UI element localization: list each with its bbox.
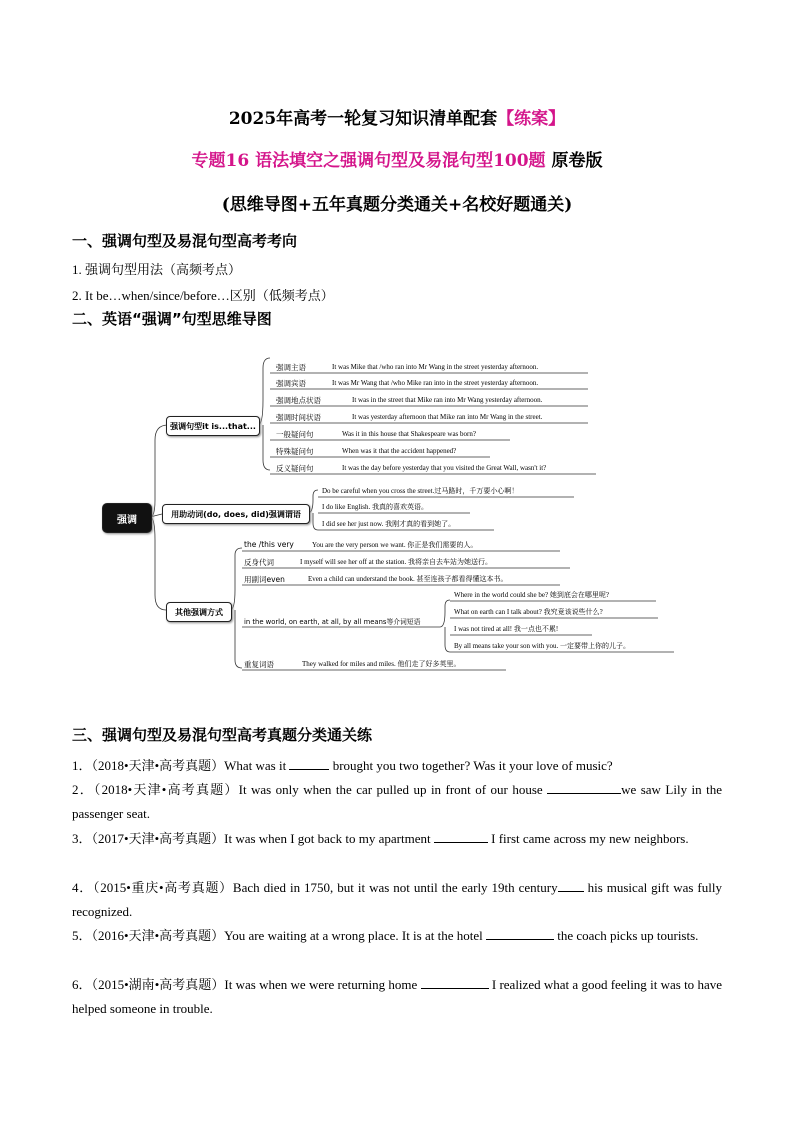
b2-example-1: Do be careful when you cross the street.过马路时，千万要小心啊！ [322,487,519,495]
b2-example-3: I did see her just now. 我刚才真的看到她了。 [322,520,456,528]
b3-item-label-4: 重复词语 [244,660,274,669]
question-text: It was when I got back to my apartment [224,831,434,846]
b3-item-example-4: They walked for miles and miles. 他们走了好多英里。 [302,660,461,668]
question-source: （2018•天津•高考真题） [93,782,239,797]
b3-item-example-2: I myself will see her off at the station. 我将亲自去车站为她送行。 [300,558,492,566]
question-text: What was it [224,758,290,773]
b1-leaf-label-2: 强调宾语 [276,379,306,388]
question-number: 2． [72,782,94,797]
b1-leaf-label-3: 强调地点状语 [276,396,321,405]
question-text: It was only when the car pulled up in front of our house [238,782,548,797]
doc-subtitle2: (思维导图+五年真题分类通关+名校好题通关) [221,195,573,215]
question-text: You are waiting at a wrong place. It is at the hotel [224,928,486,943]
question-2 [72,778,722,826]
b3-phrase-2: What on earth can I talk about? 我究竟该说些什么? [454,608,603,616]
b1-leaf-label-6: 特殊疑问句 [276,447,314,456]
b3-phrase-1: Where in the world could she be? 她到底会在哪里呢? [454,591,609,599]
question-text: It was when we were returning home [224,977,421,992]
b1-leaf-label-1: 强调主语 [276,363,306,372]
connector-root-b3 [150,517,166,610]
section3-heading: 三、强调句型及易混句型高考真题分类通关练 [72,726,373,744]
question-1 [72,754,722,778]
question-text: I first came across my new neighbors. [487,831,689,846]
answer-blank[interactable] [421,976,489,989]
question-source: （2016•天津•高考真题） [91,928,225,943]
answer-blank[interactable] [289,757,329,770]
b1-leaf-label-4: 强调时间状语 [276,413,321,422]
b1-leaf-example-1: It was Mike that /who ran into Mr Wang in the street yesterday afternoon. [332,363,539,371]
b1-leaf-example-2: It was Mr Wang that /who Mike ran into in the street yesterday afternoon. [332,379,539,387]
branch2-box: 用助动词(do, does, did)强调谓语 [162,504,310,524]
question-number: 3． [72,831,92,846]
question-source: （2015•重庆•高考真题） [92,880,233,895]
section1-item-2: 2. It be…when/since/before…区别（低频考点） [72,288,334,303]
question-source: （2017•天津•高考真题） [91,831,225,846]
b1-leaf-example-4: It was yesterday afternoon that Mike ran into Mr Wang in the street. [352,413,543,421]
b1-leaf-label-7: 反义疑问句 [276,464,314,473]
b1-leaf-label-5: 一般疑问句 [276,430,314,439]
question-3 [72,827,722,851]
b3-phrases-label: in the world, on earth, at all, by all means等介词短语 [244,618,421,626]
question-number: 6． [72,977,92,992]
question-6 [72,973,722,1021]
connector-b1-leaves [258,358,270,470]
question-text: his musical gift was fully recognized. [72,880,722,919]
question-text: brought you two together? Was it your love of music? [329,758,613,773]
answer-blank[interactable] [434,830,488,843]
b2-example-2: I do like English. 我真的喜欢英语。 [322,503,428,511]
question-4 [72,876,722,924]
question-text: Bach died in 1750, but it was not until the early 19th century [232,880,558,895]
question-number: 5． [72,928,92,943]
question-source: （2015•湖南•高考真题） [91,977,225,992]
doc-title-tag: 【练案】 [497,109,566,129]
section1-heading: 一、强调句型及易混句型高考考向 [72,232,298,250]
b3-phrase-3: I was not tired at all! 我一点也不累! [454,625,559,633]
mind-map-root: 强调 [102,503,152,533]
section1-item-1: 1. 强调句型用法（高频考点） [72,262,242,277]
question-text: I realized what a good feeling it was to have helped someone in trouble. [72,977,722,1016]
question-number: 1． [72,758,92,773]
b3-item-label-3: 用副词even [244,575,285,584]
question-5 [72,924,722,948]
connector-phrases [440,600,450,652]
b3-phrase-4: By all means take your son with you. 一定要带上你的儿子。 [454,642,630,650]
question-number: 4． [72,880,93,895]
b3-item-label-2: 反身代词 [244,558,274,567]
b1-leaf-example-5: Was it in this house that Shakespeare was born? [342,430,476,438]
question-source: （2018•天津•高考真题） [91,758,225,773]
question-text: the coach picks up tourists. [554,928,699,943]
branch1-box: 强调句型it is...that... [166,416,260,436]
answer-blank[interactable] [558,879,584,892]
b1-leaf-example-6: When was it that the accident happened? [342,447,457,455]
answer-blank[interactable] [547,781,621,794]
b3-item-example-3: Even a child can understand the book. 甚至连孩子都看得懂这本书。 [308,575,508,583]
doc-subtitle-pink: 专题16 语法填空之强调句型及易混句型100题 [191,151,546,171]
b3-item-example-1: You are the very person we want. 你正是我们需要的人。 [312,541,478,549]
answer-blank[interactable] [486,927,554,940]
doc-subtitle-black: 原卷版 [551,151,603,171]
doc-title-main: 2025年高考一轮复习知识清单配套 [228,109,498,129]
b3-item-label-1: the /this very [244,540,294,549]
b1-leaf-example-7: It was the day before yesterday that you visited the Great Wall, wasn't it? [342,464,547,472]
b1-leaf-example-3: It was in the street that Mike ran into Mr Wang yesterday afternoon. [352,396,543,404]
branch3-box: 其他强调方式 [166,602,232,622]
question-text: we saw Lily in the passenger seat. [72,782,722,821]
section2-heading: 二、英语“强调”句型思维导图 [72,310,272,328]
